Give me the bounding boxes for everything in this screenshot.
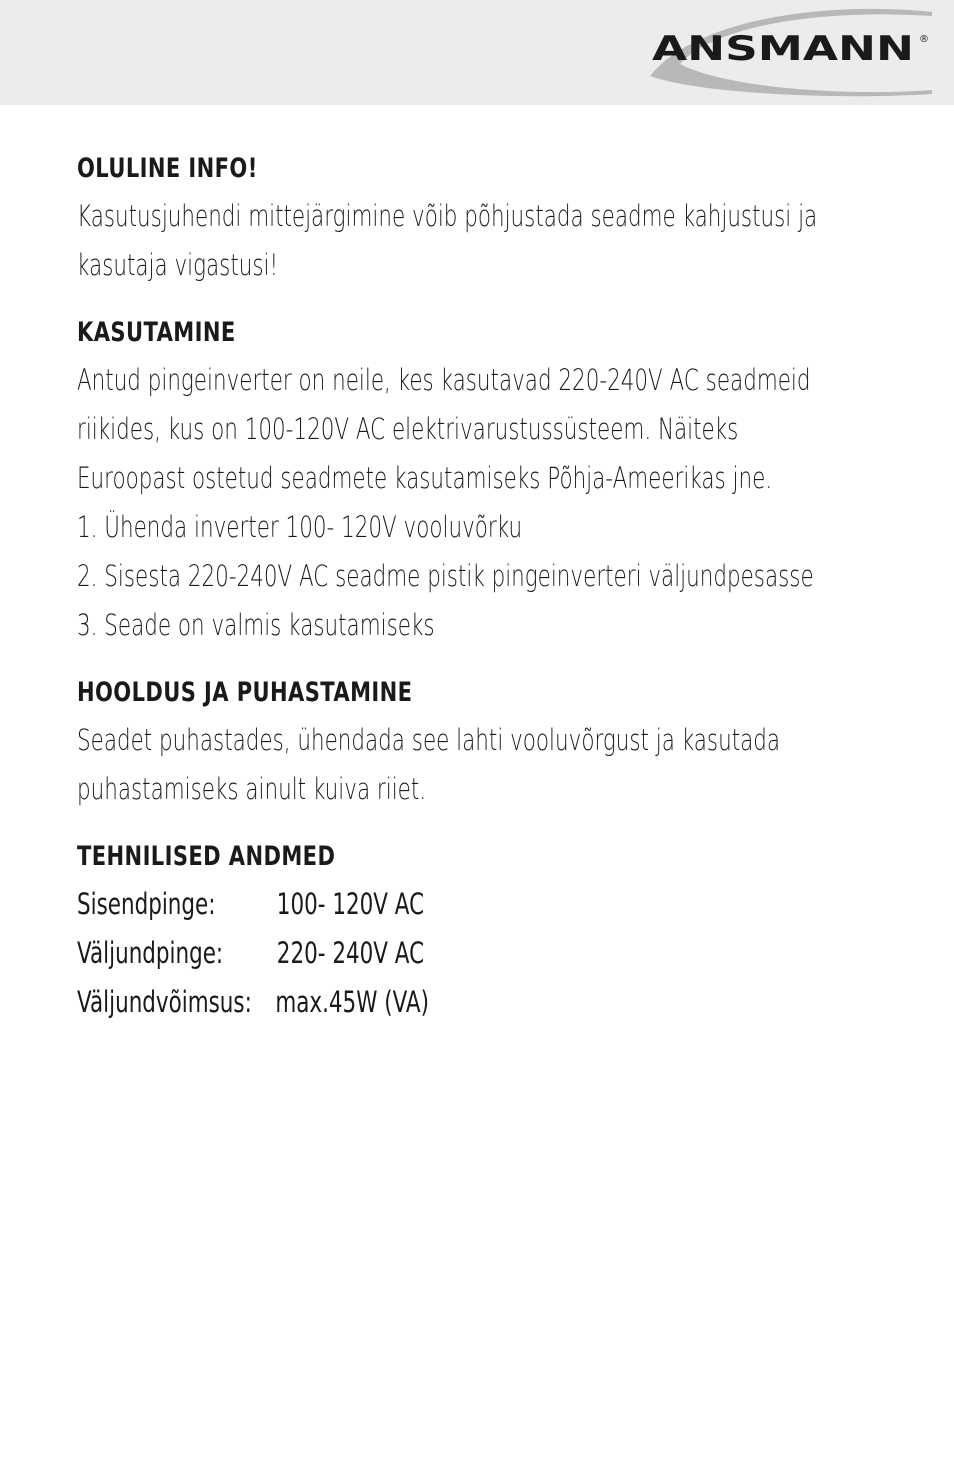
spec-label: Sisendpinge: — [77, 887, 216, 921]
step-item: 1. Ühenda inverter 100- 120V vooluvõrku — [77, 510, 523, 544]
section-title: OLULINE INFO! — [77, 153, 258, 184]
spec-row-output-voltage — [77, 929, 699, 978]
step-item: 2. Sisesta 220-240V AC seadme pistik pingeinverteri väljundpesasse — [77, 559, 814, 593]
manual-content — [77, 146, 917, 1047]
spec-label: Väljundpinge: — [77, 936, 224, 970]
body-line: Kasutusjuhendi mittejärgimine võib põhjustada seadme kahjustusi ja — [77, 199, 818, 233]
section-title: KASUTAMINE — [77, 317, 236, 348]
logo-registered-mark: ® — [919, 34, 929, 45]
spec-row-input-voltage — [77, 880, 699, 929]
spec-value: 100- 120V AC — [276, 887, 425, 921]
spec-value: max.45W (VA) — [275, 985, 429, 1019]
body-line: Euroopast ostetud seadmete kasutamiseks Põhja-Ameerikas jne. — [77, 461, 773, 495]
logo-wordmark: ANSMANN — [652, 29, 914, 69]
section-important-info — [77, 146, 917, 290]
section-technical-data — [77, 834, 917, 1027]
body-line: Seadet puhastades, ühendada see lahti vooluvõrgust ja kasutada — [77, 723, 781, 757]
body-line: kasutaja vigastusi! — [77, 248, 279, 282]
section-title: HOOLDUS JA PUHASTAMINE — [77, 677, 413, 708]
spec-label: Väljundvõimsus: — [77, 985, 252, 1019]
section-usage — [77, 310, 917, 650]
spec-value: 220- 240V AC — [276, 936, 425, 970]
ansmann-logo — [640, 6, 940, 98]
body-line: puhastamiseks ainult kuiva riiet. — [77, 772, 427, 806]
section-title: TEHNILISED ANDMED — [77, 841, 336, 872]
step-item: 3. Seade on valmis kasutamiseks — [77, 608, 435, 642]
body-line: Antud pingeinverter on neile, kes kasutavad 220-240V AC seadmeid — [77, 363, 811, 397]
section-maintenance — [77, 670, 917, 814]
spec-row-output-power — [77, 978, 699, 1027]
body-line: riikides, kus on 100-120V AC elektrivarustussüsteem. Näiteks — [77, 412, 739, 446]
